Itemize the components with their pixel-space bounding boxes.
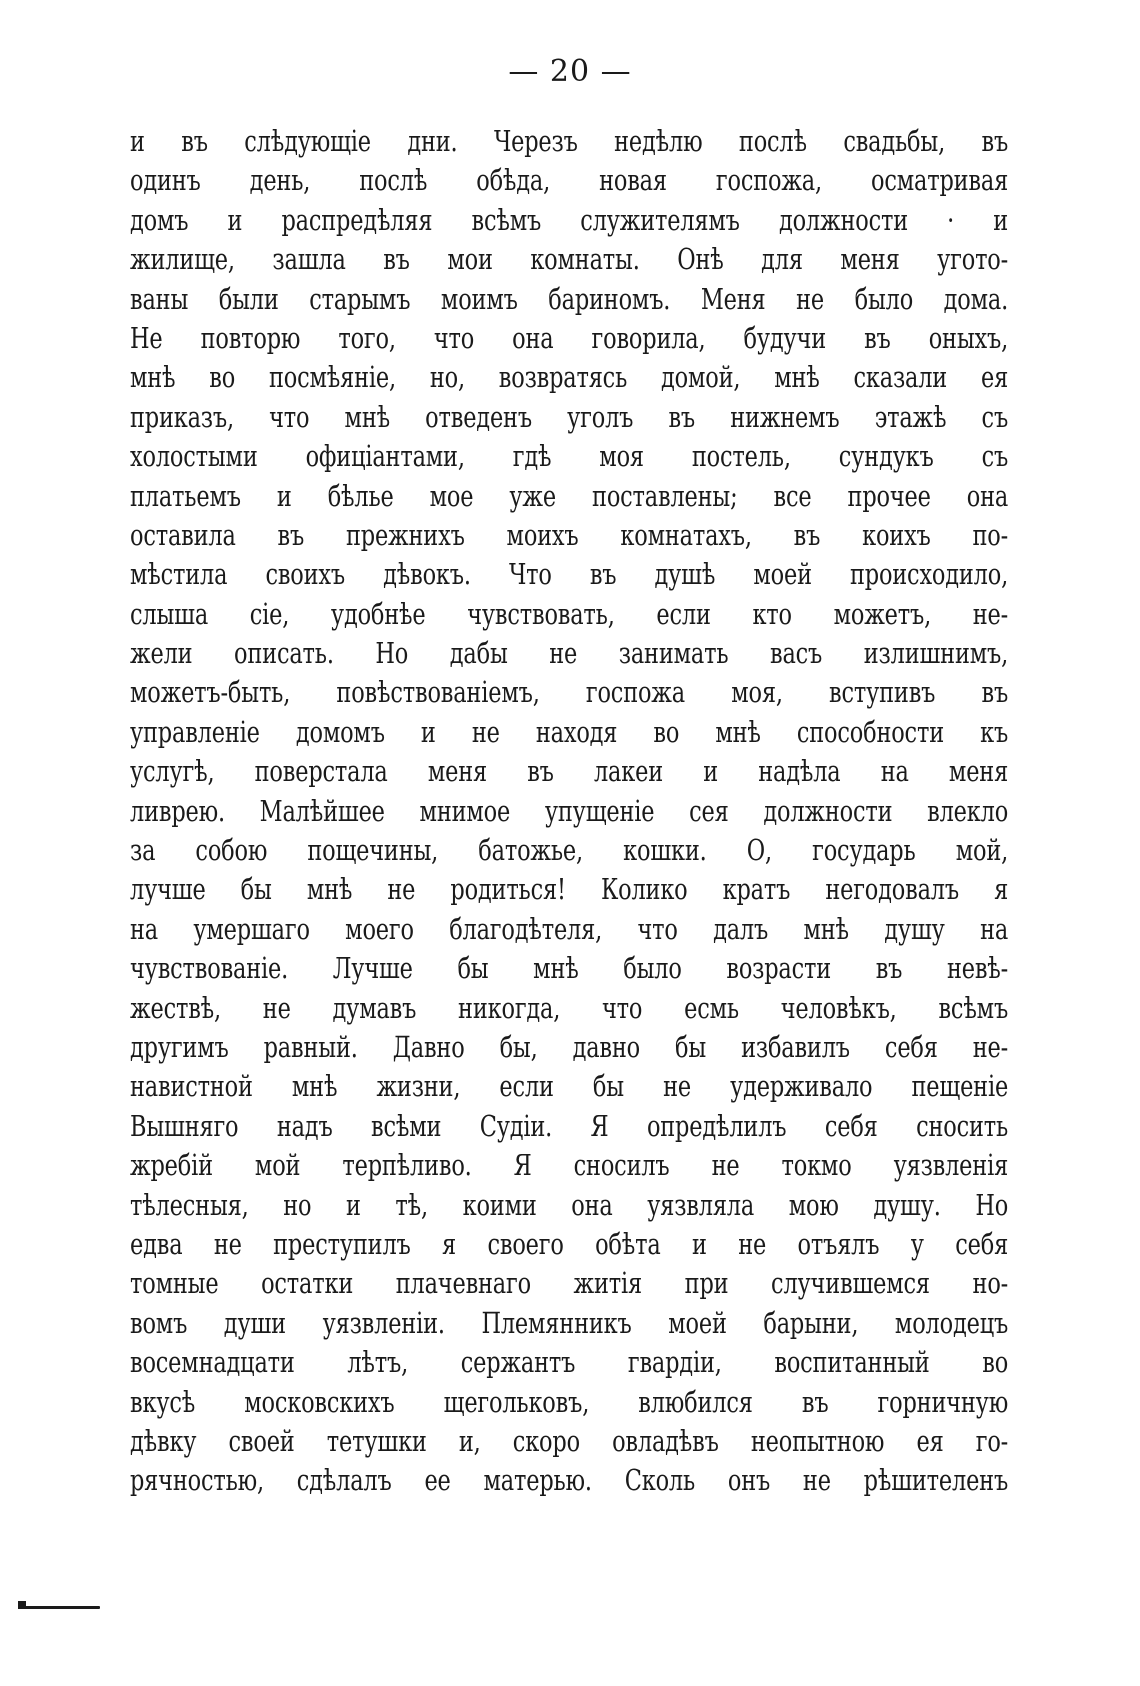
text-line: жели описать. Но дабы не занимать васъ излишнимъ, bbox=[130, 636, 1009, 671]
text-line: вкусѣ московскихъ щегольковъ, влюбился въ горничную bbox=[130, 1384, 1009, 1419]
text-line: приказъ, что мнѣ отведенъ уголъ въ нижнемъ этажѣ съ bbox=[130, 399, 1009, 434]
text-line: услугѣ, поверстала меня въ лакеи и надѣла на меня bbox=[130, 754, 1009, 789]
page-number: — 20 — bbox=[508, 54, 632, 89]
text-line: одинъ день, послѣ обѣда, новая госпожа, осматривая bbox=[130, 163, 1009, 198]
text-line: жилище, зашла въ мои комнаты. Онѣ для меня угото- bbox=[130, 242, 1009, 277]
text-line: мнѣ во посмѣяніе, но, возвратясь домой, мнѣ сказали ея bbox=[130, 360, 1009, 395]
page-edge-mark bbox=[18, 1606, 100, 1609]
body-text bbox=[130, 122, 1008, 1501]
text-line: томные остатки плачевнаго житія при случившемся но- bbox=[130, 1266, 1009, 1301]
text-line: жествѣ, не думавъ никогда, что есмь человѣкъ, всѣмъ bbox=[130, 990, 1009, 1025]
text-line: за собою пощечины, батожье, кошки. О, государь мой, bbox=[130, 833, 1009, 868]
text-line: ливрею. Малѣйшее мнимое упущеніе сея должности влекло bbox=[130, 793, 1009, 828]
text-line: холостыми офиціантами, гдѣ моя постель, сундукъ съ bbox=[130, 439, 1009, 474]
text-line: Вышняго надъ всѣми Судіи. Я опредѣлилъ себя сносить bbox=[130, 1108, 1009, 1143]
text-line: восемнадцати лѣтъ, сержантъ гвардіи, воспитанный во bbox=[130, 1345, 1009, 1380]
text-line: чувствованіе. Лучше бы мнѣ было возрасти въ невѣ- bbox=[130, 951, 1009, 986]
text-line: платьемъ и бѣлье мое уже поставлены; все прочее она bbox=[130, 478, 1009, 513]
text-line: дѣвку своей тетушки и, скоро овладѣвъ неопытною ея го- bbox=[130, 1423, 1009, 1458]
text-line: на умершаго моего благодѣтеля, что далъ мнѣ душу на bbox=[130, 911, 1009, 946]
text-line: тѣлесныя, но и тѣ, коими она уязвляла мою душу. Но bbox=[130, 1187, 1009, 1222]
text-line: и въ слѣдующіе дни. Черезъ недѣлю послѣ свадьбы, въ bbox=[130, 124, 1009, 158]
text-line: жребій мой терпѣливо. Я сносилъ не токмо уязвленія bbox=[130, 1148, 1009, 1183]
text-line: рячностью, сдѣлалъ ее матерью. Сколь онъ не рѣшителенъ bbox=[130, 1463, 1009, 1498]
text-line: слыша сіе, удобнѣе чувствовать, если кто можетъ, не- bbox=[130, 596, 1009, 631]
text-line: едва не преступилъ я своего обѣта и не отъялъ у себя bbox=[130, 1226, 1009, 1261]
text-line: ваны были старымъ моимъ бариномъ. Меня не было дома. bbox=[130, 281, 1009, 316]
text-line: вомъ души уязвленіи. Племянникъ моей барыни, молодецъ bbox=[130, 1305, 1009, 1340]
text-line: лучше бы мнѣ не родиться! Колико кратъ негодовалъ я bbox=[130, 872, 1009, 907]
text-line: Не повторю того, что она говорила, будучи въ оныхъ, bbox=[130, 320, 1009, 355]
text-line: домъ и распредѣляя всѣмъ служителямъ должности · и bbox=[130, 202, 1009, 237]
text-line: мѣстила своихъ дѣвокъ. Что въ душѣ моей происходило, bbox=[130, 557, 1009, 592]
text-line: другимъ равный. Давно бы, давно бы избавилъ себя не- bbox=[130, 1029, 1009, 1064]
text-line: навистной мнѣ жизни, если бы не удерживало пещеніе bbox=[130, 1069, 1009, 1104]
text-line: можетъ-быть, повѣствованіемъ, госпожа моя, вступивъ въ bbox=[130, 675, 1009, 710]
text-line: оставила въ прежнихъ моихъ комнатахъ, въ коихъ по- bbox=[130, 517, 1009, 552]
text-line: управленіе домомъ и не находя во мнѣ способности къ bbox=[130, 714, 1009, 749]
